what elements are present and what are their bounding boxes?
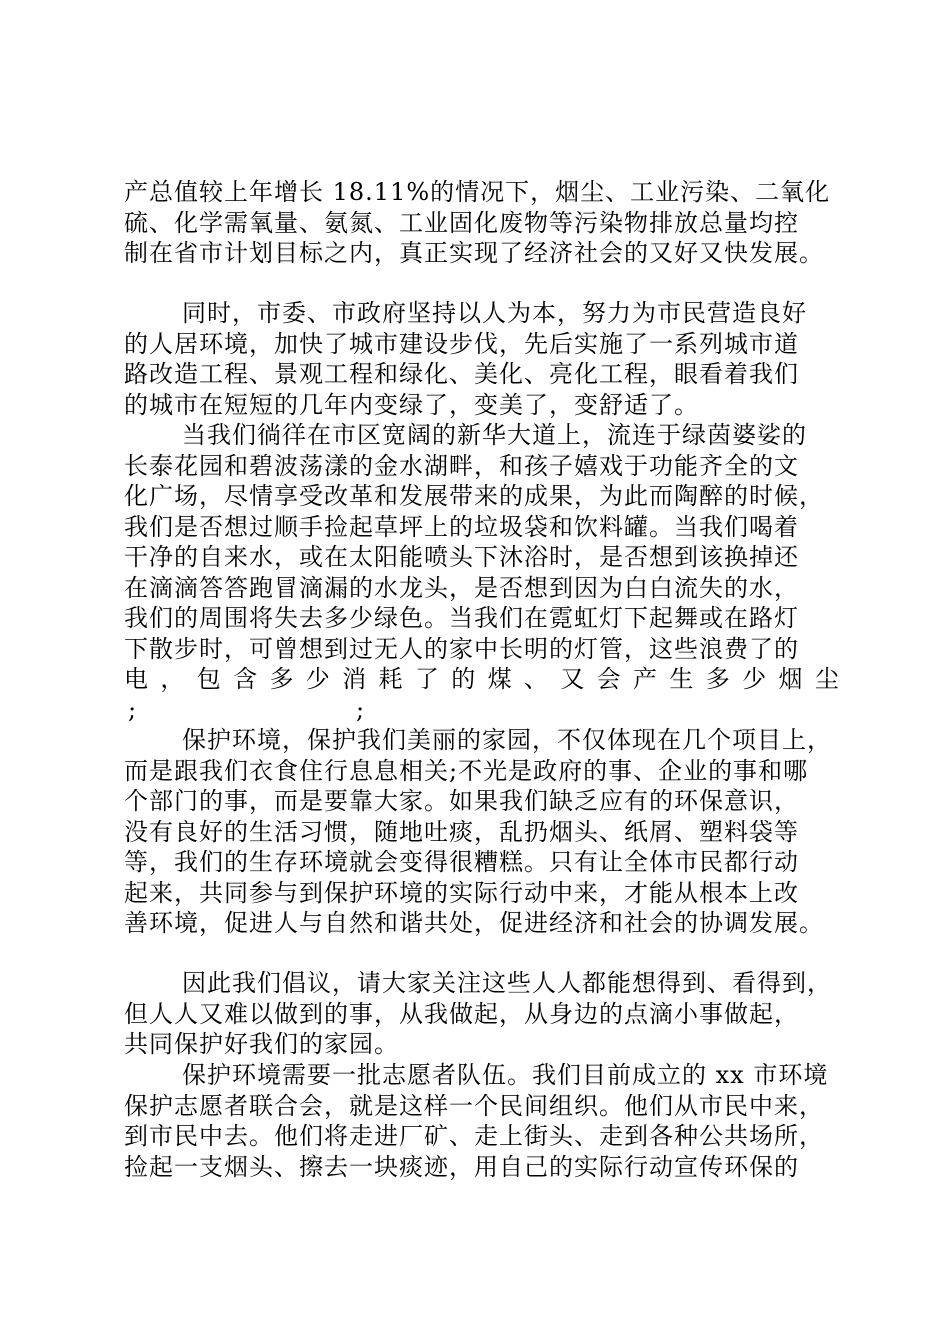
char: 少: [305, 665, 331, 693]
text-line: 同时，市委、市政府坚持以人为本，努力为市民营造良好: [182, 299, 807, 327]
char: 电: [124, 665, 149, 693]
char: 多: [269, 665, 295, 693]
char: 烟: [778, 665, 804, 693]
text-line: 产总值较上年增长 18.11%的情况下，烟尘、工业污染、二氧化: [124, 178, 831, 206]
text-line: 化广场，尽情享受改革和发展带来的成果，为此而陶醉的时候，: [124, 482, 824, 510]
text-line: 保护环境，保护我们美丽的家园，不仅体现在几个项目上，: [182, 726, 832, 754]
text-line: 保护环境需要一批志愿者队伍。我们目前成立的 xx 市环境: [182, 1061, 829, 1089]
char: 的: [451, 665, 477, 693]
text-line: 的人居环境，加快了城市建设步伐，先后实施了一系列城市道: [124, 329, 799, 358]
char: 尘: [814, 665, 840, 693]
text-line: 捡起一支烟头、擦去一块痰迹，用自己的实际行动宣传环保的: [124, 1152, 799, 1181]
char: 包: [196, 665, 222, 693]
char: 产: [633, 665, 659, 693]
paragraph-1: [124, 177, 840, 269]
text-line: 下散步时，可曾想到过无人的家中长明的灯管，这些浪费了的: [124, 634, 799, 663]
paragraph-3: [124, 420, 840, 725]
text-line: 制在省市计划目标之内，真正实现了经济社会的又好又快发展。: [124, 239, 824, 267]
semicolon-line: [124, 695, 840, 726]
paragraph-5: [124, 968, 840, 1060]
char: 耗: [378, 665, 404, 693]
text-line: 硫、化学需氧量、氨氮、工业固化废物等污染物排放总量均控: [124, 208, 799, 237]
spaced-text-line: [124, 664, 840, 695]
text-line: 共同保护好我们的家园。: [124, 1030, 399, 1058]
char: 了: [414, 665, 440, 693]
text-line: 当我们徜徉在市区宽阔的新华大道上，流连于绿茵婆娑的: [182, 421, 807, 449]
char: 消: [342, 665, 368, 693]
text-line: 保护志愿者联合会，就是这样一个民间组织。他们从市民中来，: [124, 1091, 824, 1120]
paragraph-2: [124, 298, 840, 420]
char: 含: [233, 665, 259, 693]
text-line: 起来，共同参与到保护环境的实际行动中来，才能从根本上改: [124, 878, 799, 907]
text-line: 等，我们的生存环境就会变得很糟糕。只有让全体市民都行动: [124, 848, 799, 876]
text-line: 而是跟我们衣食住行息息相关;不光是政府的事、企业的事和哪: [124, 756, 809, 785]
text-line: 路改造工程、景观工程和绿化、美化、亮化工程，眼看着我们: [124, 360, 799, 388]
text-line: 长泰花园和碧波荡漾的金水湖畔，和孩子嬉戏于功能齐全的文: [124, 451, 799, 480]
char: 少: [742, 665, 768, 693]
text-line: 个部门的事，而是要靠大家。如果我们缺乏应有的环保意识，: [124, 787, 799, 815]
text-line: 到市民中去。他们将走进厂矿、走上街头、走到各种公共场所，: [124, 1122, 824, 1150]
char: ;: [128, 695, 138, 724]
text-line: 我们的周围将失去多少绿色。当我们在霓虹灯下起舞或在路灯: [124, 604, 799, 632]
text-line: 在滴滴答答跑冒滴漏的水龙头，是否想到因为白白流失的水，: [124, 573, 799, 602]
char: 生: [669, 665, 695, 693]
char: 会: [596, 665, 622, 693]
text-line: 善环境，促进人与自然和谐共处，促进经济和社会的协调发展。: [124, 909, 824, 937]
char: 又: [560, 665, 586, 693]
char: ，: [160, 665, 186, 693]
char: ;: [356, 695, 366, 724]
text-line: 干净的自来水，或在太阳能喷头下沐浴时，是否想到该换掉还: [124, 543, 799, 571]
paragraph-6: [124, 1060, 840, 1182]
char: 、: [523, 665, 549, 693]
char: 多: [705, 665, 731, 693]
text-line: 我们是否想过顺手捡起草坪上的垃圾袋和饮料罐。当我们喝着: [124, 512, 799, 541]
text-line: 但人人又难以做到的事，从我做起，从身边的点滴小事做起，: [124, 999, 799, 1028]
text-line: 的城市在短短的几年内变绿了，变美了，变舒适了。: [124, 390, 699, 419]
char: 煤: [487, 665, 513, 693]
paragraph-4: [124, 725, 840, 939]
text-line: 没有良好的生活习惯，随地吐痰，乱扔烟头、纸屑、塑料袋等: [124, 817, 799, 846]
text-line: 因此我们倡议，请大家关注这些人人都能想得到、看得到，: [182, 969, 832, 997]
